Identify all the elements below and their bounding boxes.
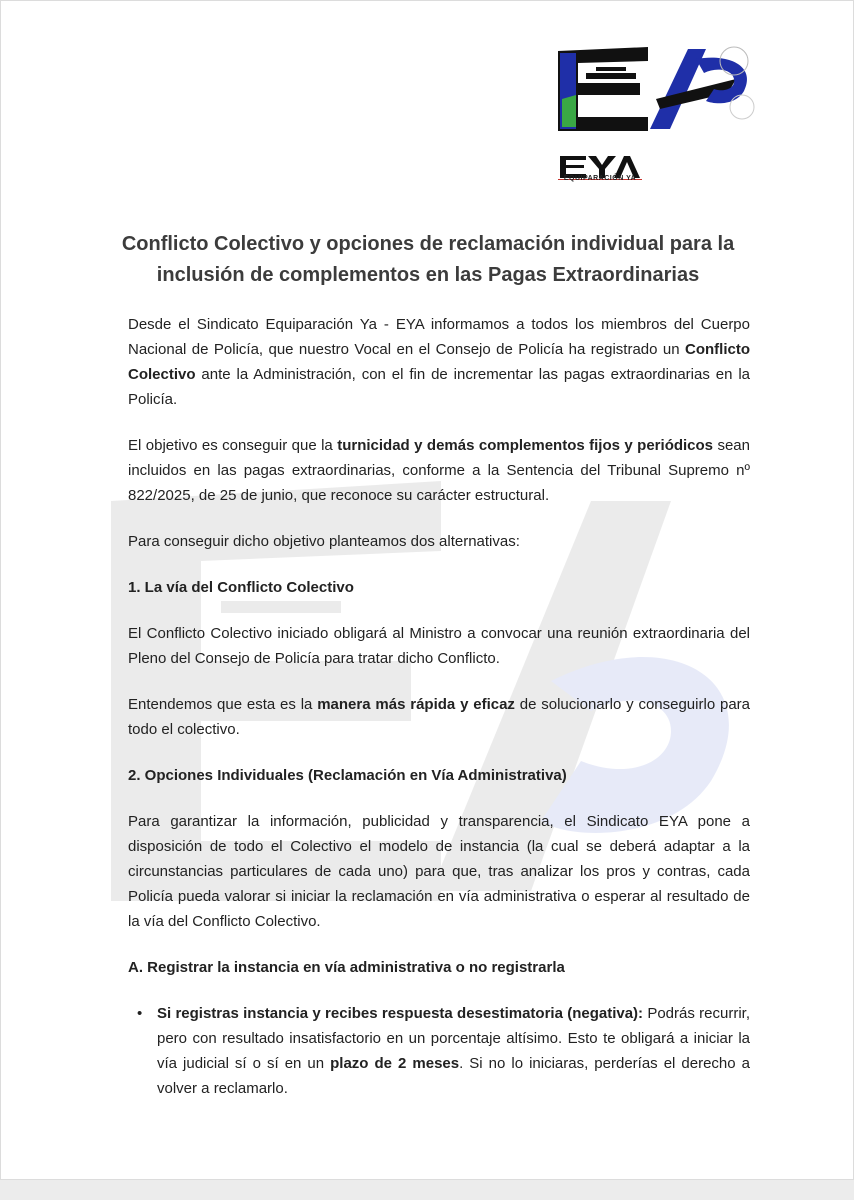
bold-text: turnicidad y demás complementos fijos y periódicos xyxy=(337,437,714,454)
text: . Si no lo iniciaras, perderías el derecho a volver a reclamarlo. xyxy=(157,1055,750,1097)
paragraph-alternatives: Para conseguir dicho objetivo planteamos dos alternativas: xyxy=(128,533,520,550)
bold-text: plazo de 2 meses xyxy=(330,1055,460,1072)
paragraph-transparencia: Para garantizar la información, publicidad y transparencia, el Sindicato EYA pone a disposición de todo el Colectivo el modelo de instancia (la cual se deberá adaptar a la circunstancias particulares de cada uno) para que, tras analizar los pros y contras, cada Policía pueda valorar si iniciar la reclamación en vía administrativa o esperar al resultado de la vía del Conflicto Colectivo. xyxy=(128,813,750,930)
text: sean incluidos en las pagas extraordinarias, conforme a la Sentencia del Tribunal Supremo nº 822/2025, de 25 de junio, que reconoce su carácter estructural. xyxy=(128,437,750,504)
text: Podrás recurrir, pero con resultado insatisfactorio en un porcentaje altísimo. Esto te obligará a iniciar la vía judicial sí o sí en un xyxy=(157,1005,750,1072)
list-item xyxy=(137,1001,750,1101)
document-body xyxy=(128,312,750,1101)
heading-conflicto-colectivo: 1. La vía del Conflicto Colectivo xyxy=(128,579,354,596)
bold-text: manera más rápida y eficaz xyxy=(317,696,515,713)
bold-text: Si registras instancia y recibes respuesta desestimatoria (negativa): xyxy=(157,1005,644,1022)
paragraph-rapida xyxy=(128,692,750,742)
eya-logo xyxy=(556,39,756,139)
paragraph-objective xyxy=(128,433,750,508)
logo-caption: EQUIPARACIÓN YA xyxy=(563,175,637,182)
document-title: Conflicto Colectivo y opciones de reclamación individual para la inclusión de complementos en las Pagas Extraordinarias xyxy=(121,233,735,286)
viewer-bottom-strip xyxy=(0,1180,854,1200)
bullet-list xyxy=(128,1001,750,1101)
text: Entendemos que esta es la xyxy=(128,696,318,713)
text: El objetivo es conseguir que la xyxy=(128,437,338,454)
bullet-marker: • xyxy=(137,1005,143,1022)
paragraph-intro xyxy=(128,312,750,412)
text: ante la Administración, con el fin de incrementar las pagas extraordinarias en la Policía. xyxy=(128,366,750,408)
heading-opciones-individuales: 2. Opciones Individuales (Reclamación en Vía Administrativa) xyxy=(128,767,567,784)
heading-registrar-instancia: A. Registrar la instancia en vía administrativa o no registrarla xyxy=(128,959,565,976)
paragraph-conflicto: El Conflicto Colectivo iniciado obligará al Ministro a convocar una reunión extraordinaria del Pleno del Consejo de Policía para tratar dicho Conflicto. xyxy=(128,625,750,667)
text: Desde el Sindicato Equiparación Ya - EYA informamos a todos los miembros del Cuerpo Nacional de Policía, que nuestro Vocal en el Consejo de Policía ha registrado un xyxy=(128,316,750,358)
bold-text: Conflicto Colectivo xyxy=(128,341,750,383)
text: de solucionarlo y conseguirlo para todo el colectivo. xyxy=(128,696,750,738)
